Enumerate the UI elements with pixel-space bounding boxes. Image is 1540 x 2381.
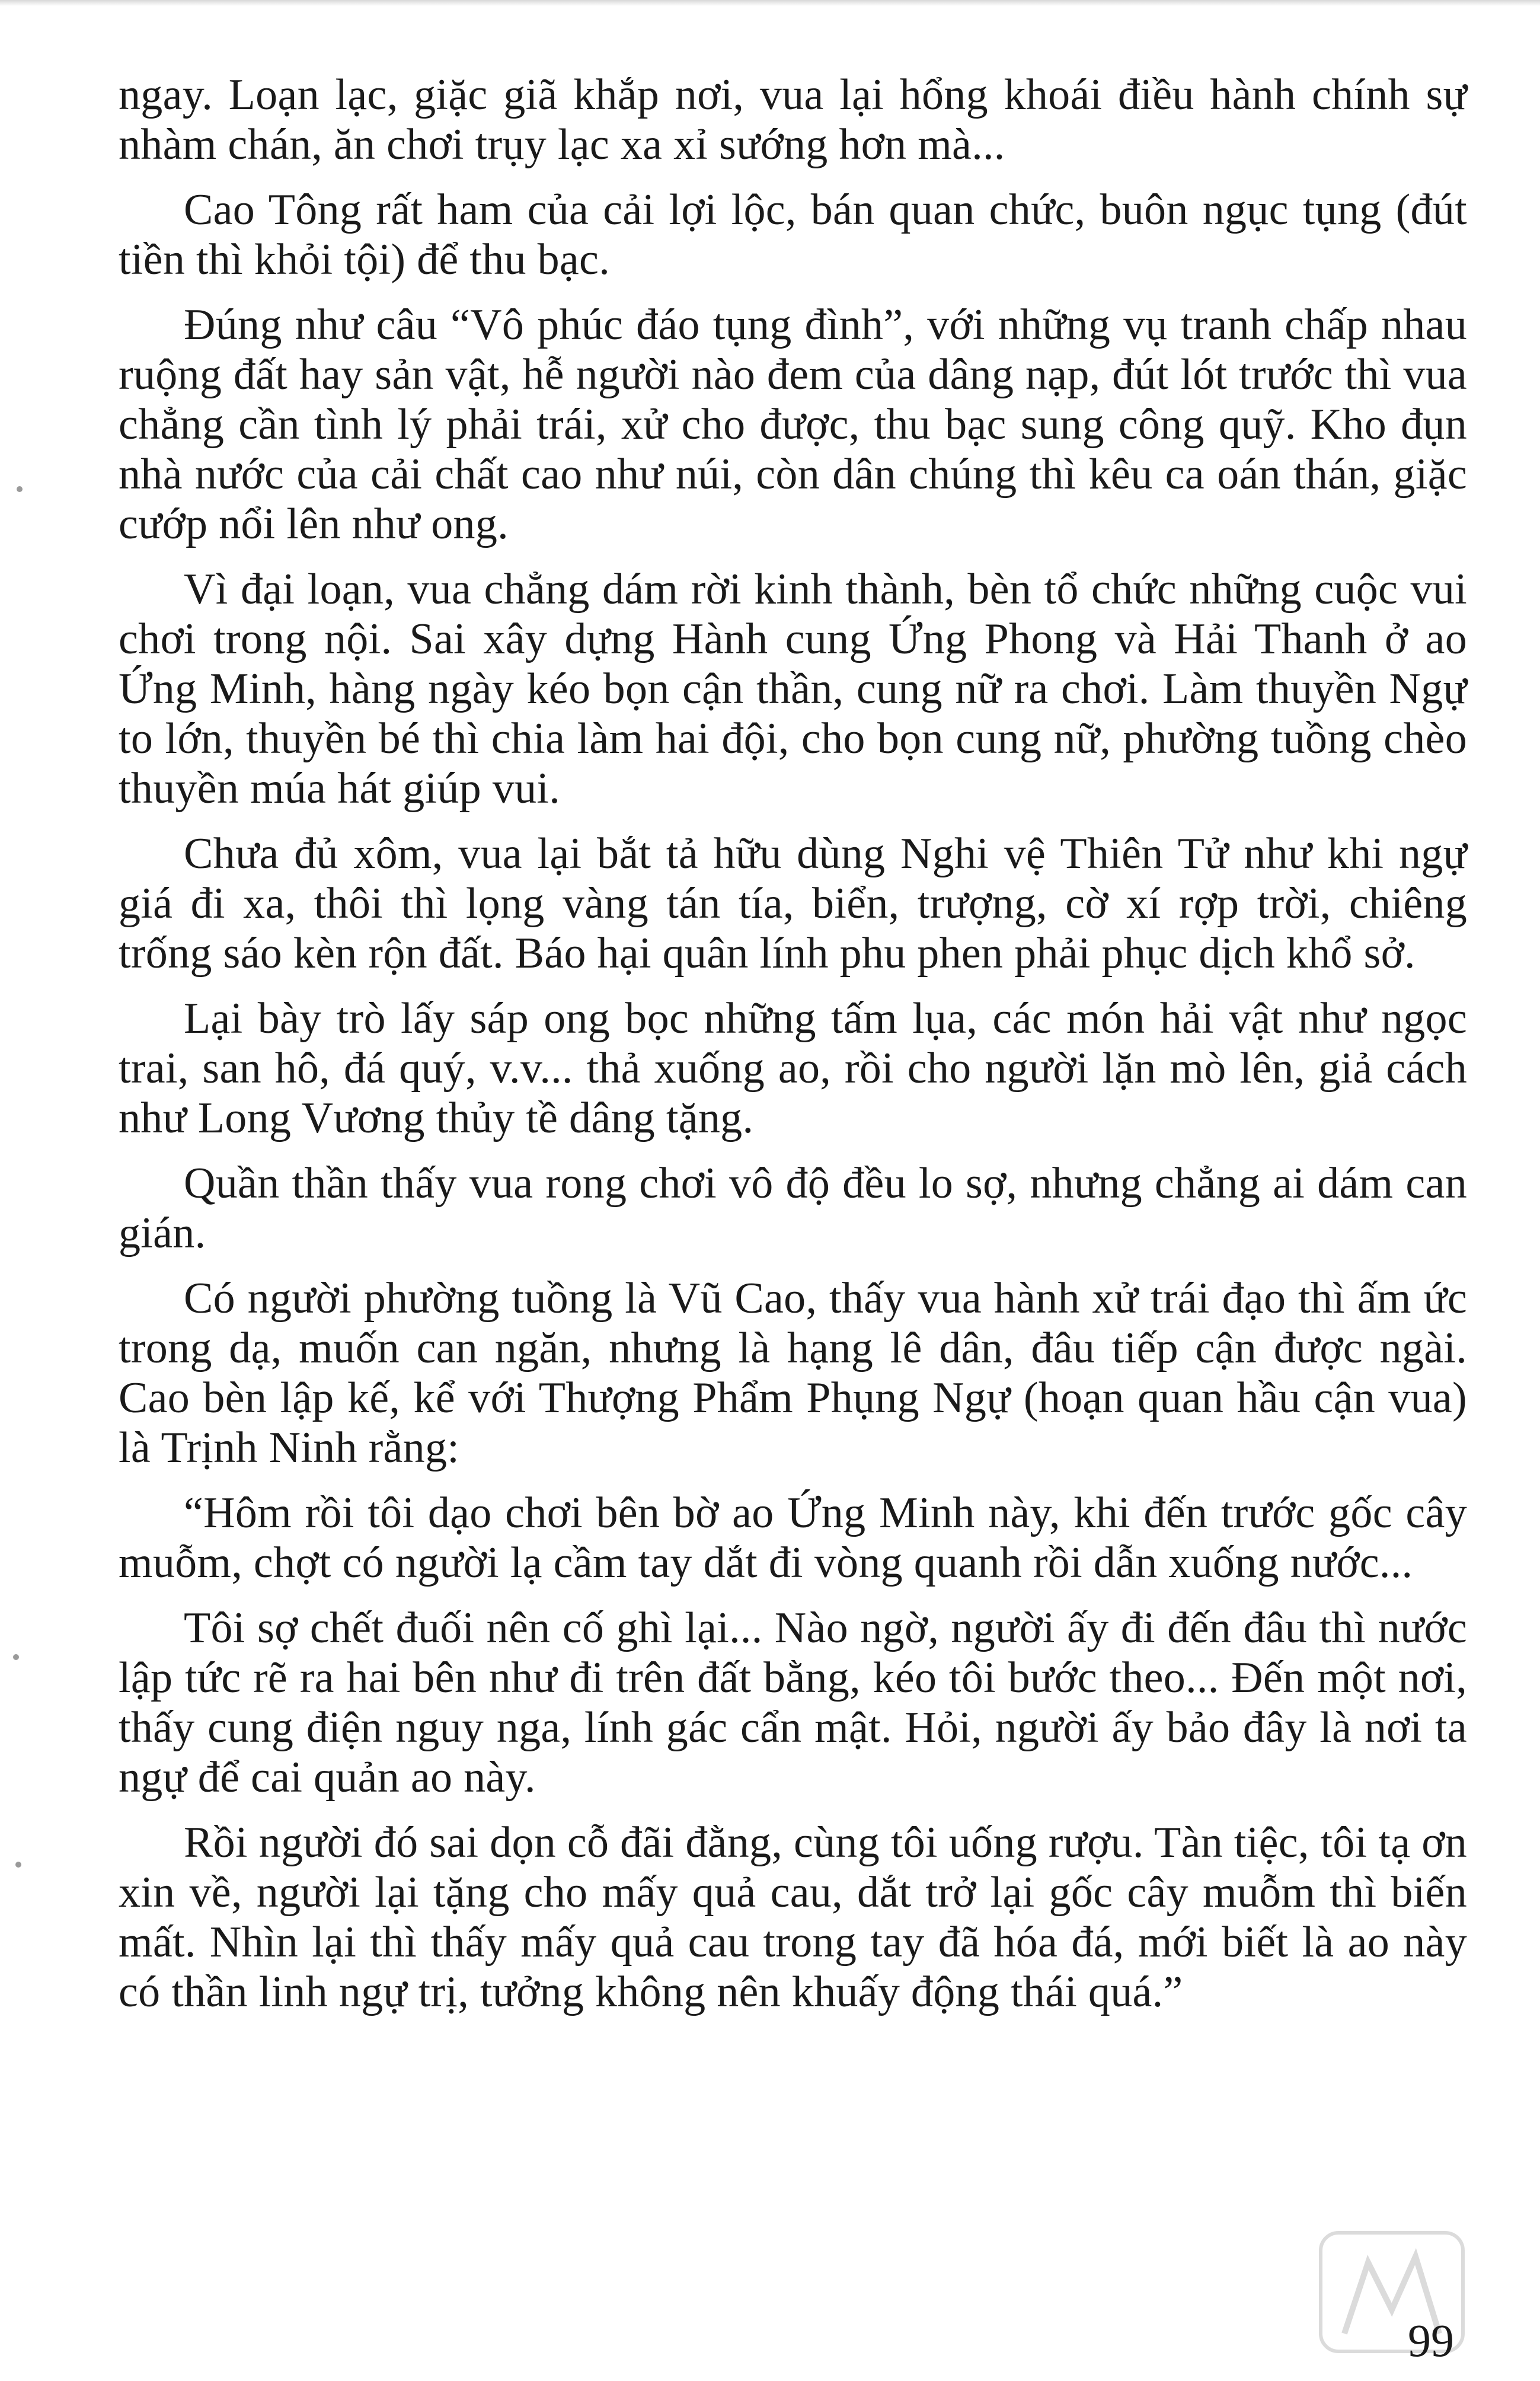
scan-speck (17, 486, 23, 492)
paragraph: Rồi người đó sai dọn cỗ đãi đằng, cùng tôi uống rượu. Tàn tiệc, tôi tạ ơn xin về, người lại tặng cho mấy quả cau, dắt trở lại gốc cây muỗm thì biến mất. Nhìn lại thì thấy mấy quả cau trong tay đã hóa đá, mới biết là ao này có thần linh ngự trị, tưởng không nên khuấy động thái quá.” (119, 1818, 1467, 2016)
page-number: 99 (1408, 2315, 1454, 2366)
body-text (119, 70, 1467, 2017)
paragraph: Đúng như câu “Vô phúc đáo tụng đình”, với những vụ tranh chấp nhau ruộng đất hay sản vật, hễ người nào đem của dâng nạp, đút lót trước thì vua chẳng cần tình lý phải trái, xử cho được, thu bạc sung công quỹ. Kho đụn nhà nước của cải chất cao như núi, còn dân chúng thì kêu ca oán thán, giặc cướp nổi lên như ong. (119, 301, 1467, 548)
paragraph: “Hôm rồi tôi dạo chơi bên bờ ao Ứng Minh này, khi đến trước gốc cây muỗm, chợt có người lạ cầm tay dắt đi vòng quanh rồi dẫn xuống nước... (119, 1489, 1467, 1587)
paragraph: Cao Tông rất ham của cải lợi lộc, bán quan chức, buôn ngục tụng (đút tiền thì khỏi tội) để thu bạc. (119, 186, 1467, 284)
paragraph: Quần thần thấy vua rong chơi vô độ đều lo sợ, nhưng chẳng ai dám can gián. (119, 1159, 1467, 1257)
page-top-edge (0, 0, 1540, 6)
paragraph: Có người phường tuồng là Vũ Cao, thấy vua hành xử trái đạo thì ấm ức trong dạ, muốn can ngăn, nhưng là hạng lê dân, đâu tiếp cận được ngài. Cao bèn lập kế, kể với Thượng Phẩm Phụng Ngự (hoạn quan hầu cận vua) là Trịnh Ninh rằng: (119, 1274, 1467, 1472)
scan-speck (15, 1862, 21, 1868)
paragraph: ngay. Loạn lạc, giặc giã khắp nơi, vua lại hổng khoái điều hành chính sự nhàm chán, ăn chơi trụy lạc xa xỉ sướng hơn mà... (119, 71, 1467, 169)
paragraph: Lại bày trò lấy sáp ong bọc những tấm lụa, các món hải vật như ngọc trai, san hô, đá quý, v.v... thả xuống ao, rồi cho người lặn mò lên, giả cách như Long Vương thủy tề dâng tặng. (119, 994, 1467, 1142)
paragraph: Tôi sợ chết đuối nên cố ghì lại... Nào ngờ, người ấy đi đến đâu thì nước lập tức rẽ ra hai bên như đi trên đất bằng, kéo tôi bước theo... Đến một nơi, thấy cung điện nguy nga, lính gác cẩn mật. Hỏi, người ấy bảo đây là nơi ta ngự để cai quản ao này. (119, 1604, 1467, 1802)
paragraph: Chưa đủ xôm, vua lại bắt tả hữu dùng Nghi vệ Thiên Tử như khi ngự giá đi xa, thôi thì lọng vàng tán tía, biển, trượng, cờ xí rợp trời, chiêng trống sáo kèn rộn đất. Báo hại quân lính phu phen phải phục dịch khổ sở. (119, 829, 1467, 978)
scan-speck (13, 1654, 19, 1660)
paragraph: Vì đại loạn, vua chẳng dám rời kinh thành, bèn tổ chức những cuộc vui chơi trong nội. Sai xây dựng Hành cung Ứng Phong và Hải Thanh ở ao Ứng Minh, hàng ngày kéo bọn cận thần, cung nữ ra chơi. Làm thuyền Ngự to lớn, thuyền bé thì chia làm hai đội, cho bọn cung nữ, phường tuồng chèo thuyền múa hát giúp vui. (119, 565, 1467, 813)
